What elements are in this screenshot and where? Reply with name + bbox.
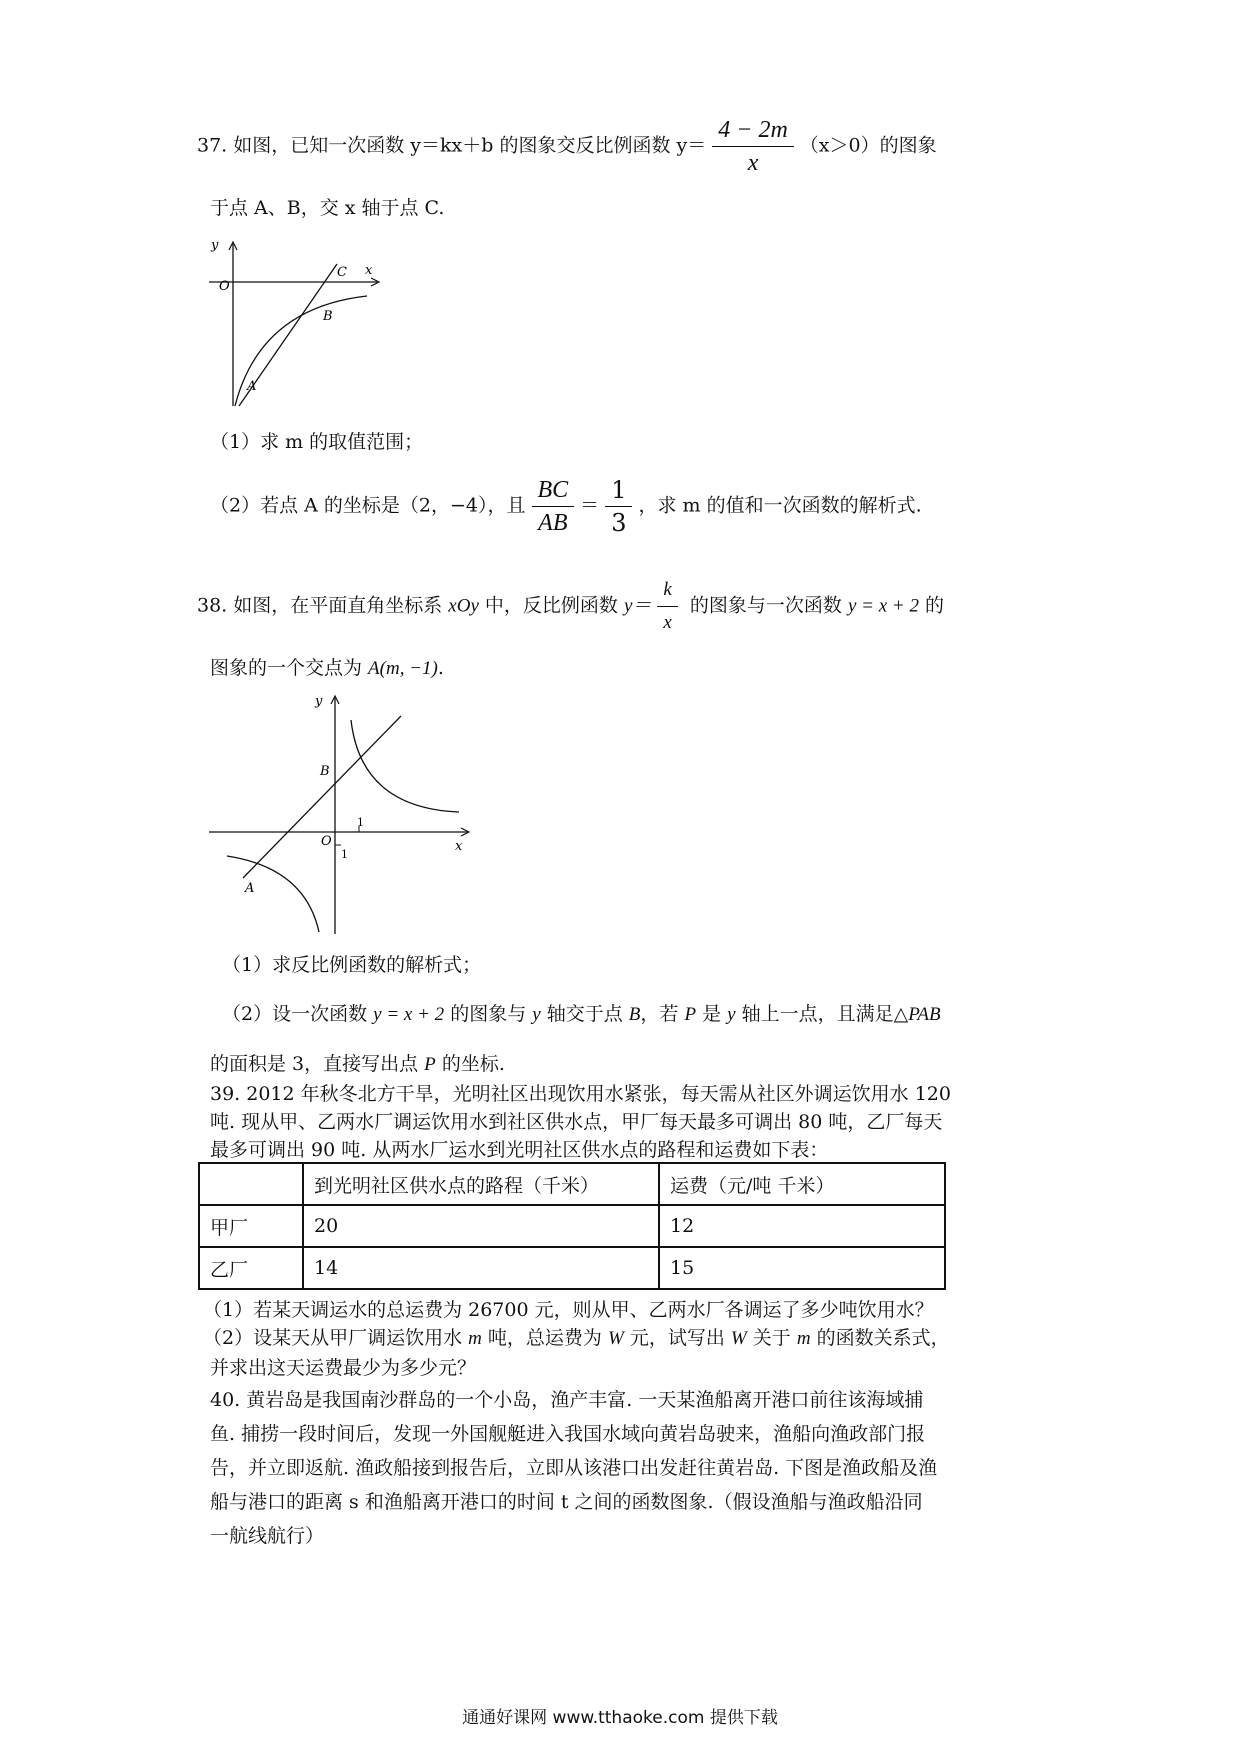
q37-part2-text: （2）若点 A 的坐标是（2，−4），且 [210, 494, 526, 517]
q38-p2-a: （2）设一次函数 [222, 1003, 374, 1025]
table-header-row [199, 1163, 945, 1205]
q38-fraction [657, 578, 677, 635]
q39-part2 [203, 1326, 950, 1351]
q39-p2-w2: W [730, 1328, 747, 1349]
q37-label-a: A [247, 379, 257, 394]
table-cell: 14 [303, 1247, 659, 1289]
q37-ab: AB [538, 510, 568, 536]
q37-text: 37. 如图，已知一次函数 y＝kx＋b 的图象交反比例函数 y＝ [197, 134, 707, 157]
q37-denominator: x [747, 150, 759, 176]
q38-k: k [657, 578, 677, 607]
table-cell: 12 [659, 1205, 945, 1247]
q38-line2 [210, 656, 444, 681]
table-row [199, 1247, 945, 1289]
q37-label-o: O [219, 279, 230, 294]
q40-line4: 船与港口的距离 s 和渔船离开港口的时间 t 之间的函数图象.（假设渔船与渔政船沿同 [210, 1491, 923, 1513]
q38-figure [205, 690, 485, 940]
q38-linear: y = x + 2 [847, 595, 919, 617]
q40-line2: 鱼. 捕捞一段时间后，发现一外国舰艇进入我国水域向黄岩岛驶来，渔船向渔政部门报 [210, 1423, 926, 1445]
q38-p2-point-p: P [684, 1004, 697, 1025]
q38-part1: （1）求反比例函数的解析式； [222, 954, 482, 976]
table-cell: 甲厂 [199, 1205, 303, 1247]
q39-part2-cont: 并求出这天运费最少为多少元？ [210, 1357, 477, 1379]
q39-table [198, 1162, 946, 1290]
q38-line-graph [243, 716, 401, 878]
q38-text-e: 图象的一个交点为 [210, 657, 369, 679]
q38-p2-f: 轴上一点，且满足△ [735, 1003, 909, 1025]
q38-text-a: 38. 如图，在平面直角坐标系 [197, 594, 449, 617]
q37-figure [205, 238, 385, 410]
q38-p2-e: 是 [696, 1003, 728, 1025]
q40-line5: 一航线航行） [210, 1525, 325, 1547]
table-header-cell [199, 1163, 303, 1205]
q37-line1 [197, 118, 937, 175]
q37-label-y: y [211, 238, 219, 253]
q38-p2-y: y [532, 1004, 541, 1025]
q38-xoy: xOy [448, 595, 479, 617]
page-footer: 通通好课网 www.tthaoke.com 提供下载 [462, 1708, 778, 1728]
q39-p2-c: 元，试写出 [623, 1327, 731, 1349]
q37-bc: BC [532, 478, 575, 507]
table-header-cell: 运费（元/吨 千米） [659, 1163, 945, 1205]
q37-one: 1 [605, 478, 632, 507]
q37-fraction [712, 118, 794, 175]
q37-bc-ab-fraction [532, 478, 575, 535]
q38-p3-a: 的面积是 3，直接写出点 [210, 1053, 425, 1075]
table-header-cell: 到光明社区供水点的路程（千米） [303, 1163, 659, 1205]
q37-label-c: C [337, 265, 347, 280]
q38-p2-pab: PAB [908, 1004, 941, 1025]
q38-p2-y2: y [727, 1004, 736, 1025]
q38-y-eq: y＝ [623, 595, 652, 617]
q38-text-c: 的图象与一次函数 [683, 594, 848, 617]
q40-line1: 40. 黄岩岛是我国南沙群岛的一个小岛，渔产丰富. 一天某渔船离开港口前往该海域捕 [210, 1389, 924, 1411]
q40-line3: 告，并立即返航. 渔政船接到报告后，立即从该港口出发赶往黄岩岛. 下图是渔政船及渔 [210, 1457, 938, 1479]
q37-numerator: 4 − 2m [712, 118, 794, 147]
q38-text-f: . [437, 657, 444, 679]
q37-part2-text-b: ，求 m 的值和一次函数的解析式. [638, 494, 922, 517]
table-row [199, 1205, 945, 1247]
q37-part1: （1）求 m 的取值范围； [210, 431, 424, 453]
q38-label-o: O [321, 834, 332, 849]
q37-part2 [210, 478, 922, 535]
q38-part2-cont [210, 1052, 505, 1077]
q39-p2-w: W [607, 1328, 624, 1349]
table-cell: 20 [303, 1205, 659, 1247]
q37-label-b: B [323, 309, 333, 324]
q37-three: 3 [611, 509, 627, 537]
q39-p2-d: 关于 [746, 1327, 797, 1349]
q38-p3-point-p: P [424, 1054, 436, 1075]
q38-part2 [222, 1002, 941, 1027]
q39-p2-b: 吨，总运费为 [481, 1327, 608, 1349]
q38-label-y: y [315, 694, 323, 709]
q38-label-a: A [245, 881, 255, 896]
q38-p2-c: 轴交于点 [540, 1003, 629, 1025]
q37-equals: ＝ [580, 494, 600, 517]
q38-p2-linear: y = x + 2 [373, 1004, 445, 1025]
q38-label-one-x: 1 [357, 816, 364, 829]
q38-text-b: 中，反比例函数 [478, 594, 624, 617]
q37-label-x: x [365, 263, 373, 278]
q38-p2-d: ，若 [640, 1003, 685, 1025]
table-cell: 乙厂 [199, 1247, 303, 1289]
q37-text-b: （x＞0）的图象 [799, 134, 937, 157]
q38-line1 [197, 578, 944, 635]
table-cell: 15 [659, 1247, 945, 1289]
q39-p2-m: m [468, 1328, 482, 1349]
q38-label-one-y: 1 [341, 848, 348, 861]
q38-point-a: A(m, −1) [368, 658, 438, 679]
q37-line2: 于点 A、B，交 x 轴于点 C. [210, 197, 445, 219]
q38-text-d: 的 [918, 594, 945, 617]
q38-p3-b: 的坐标. [435, 1053, 505, 1075]
q37-one-third [605, 478, 632, 535]
q38-hyperbola-q3 [227, 856, 319, 932]
q39-line1: 39. 2012 年秋冬北方干旱，光明社区出现饮用水紧张，每天需从社区外调运饮用水 120 [210, 1083, 951, 1105]
q38-p2-b: 的图象与 [444, 1003, 533, 1025]
q39-line2: 吨. 现从甲、乙两水厂调运饮用水到社区供水点，甲厂每天最多可调出 80 吨，乙厂每天 [210, 1111, 943, 1133]
q38-x: x [663, 612, 672, 633]
q38-hyperbola-q1 [351, 720, 459, 812]
q38-p2-point-b: B [628, 1004, 641, 1025]
q39-line3: 最多可调出 90 吨. 从两水厂运水到光明社区供水点的路程和运费如下表： [210, 1139, 829, 1161]
q39-p2-m2: m [796, 1328, 811, 1349]
q39-p2-e: 的函数关系式， [810, 1327, 950, 1349]
q39-p2-a: （2）设某天从甲厂调运饮用水 [203, 1327, 469, 1349]
q38-label-x: x [455, 839, 463, 854]
q38-label-b: B [320, 764, 330, 779]
q39-part1: （1）若某天调运水的总运费为 26700 元，则从甲、乙两水厂各调运了多少吨饮用水？ [203, 1299, 934, 1321]
